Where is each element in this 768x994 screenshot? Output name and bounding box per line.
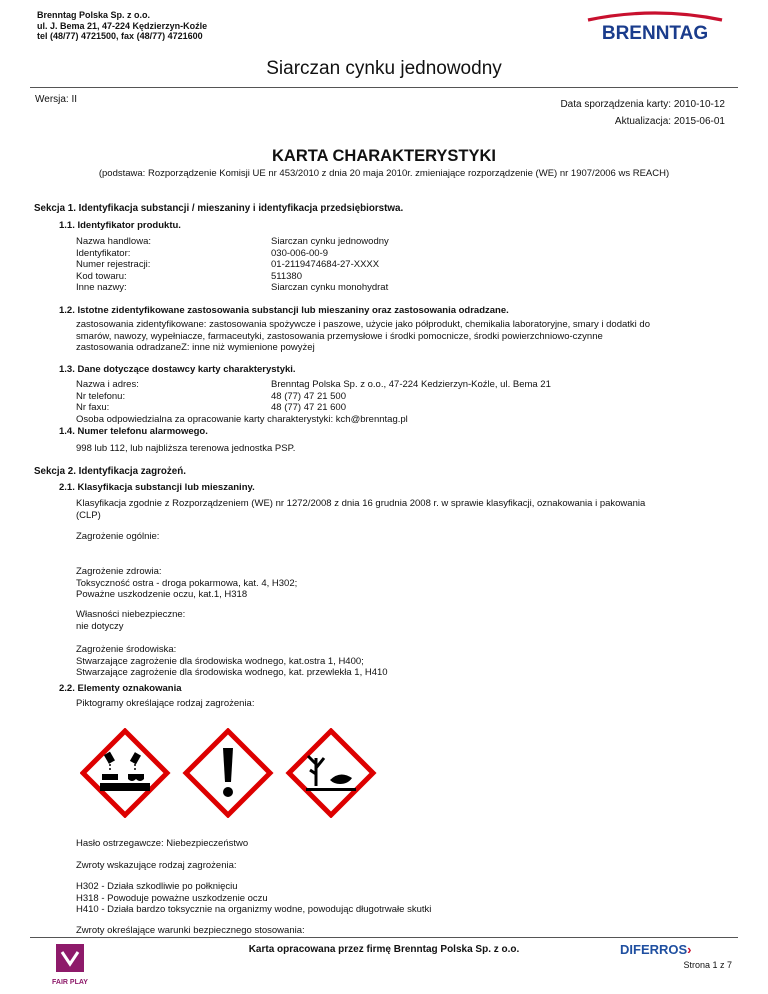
- diferros-logo: [620, 942, 692, 957]
- section-2-1-title: 2.1. Klasyfikacja substancji lub mieszaniny.: [59, 482, 255, 493]
- contact-person: Osoba odpowiedzialna za opracowanie karty charakterystyki: kch@brenntag.pl: [76, 414, 408, 425]
- field-label: Inne nazwy:: [76, 282, 127, 294]
- field-value: Siarczan cynku jednowodny: [271, 236, 389, 247]
- field-value: 48 (77) 47 21 500: [271, 390, 347, 402]
- pictograms-label: Piktogramy określające rodzaj zagrożenia:: [76, 698, 255, 709]
- field-value: 01-2119474684-27-XXXX: [271, 259, 380, 271]
- product-title: Siarczan cynku jednowodny: [266, 58, 502, 79]
- date-created: Data sporządzenia karty: 2010-10-12: [560, 99, 725, 110]
- physical-hazard: [76, 609, 185, 632]
- section-1-4-title: 1.4. Numer telefonu alarmowego.: [59, 426, 208, 437]
- section-2-title: Sekcja 2. Identyfikacja zagrożeń.: [34, 466, 186, 477]
- uses-line: zastosowania odradzaneZ: inne niż wymienione powyżej: [76, 342, 315, 354]
- brenntag-logo-text: BRENNTAG: [601, 23, 709, 44]
- field-value: 511380: [271, 270, 302, 282]
- field-label: Nr faxu:: [76, 402, 110, 414]
- env-line: Stwarzające zagrożenie dla środowiska wodnego, kat. przewlekła 1, H410: [76, 667, 388, 679]
- general-hazard: Zagrożenie ogólnie:: [76, 531, 160, 542]
- field-label: Nazwa i adres:: [76, 379, 139, 390]
- field-value: 48 (77) 47 21 600: [271, 402, 347, 414]
- signal-word: Hasło ostrzegawcze: Niebezpieczeństwo: [76, 838, 249, 849]
- hazard-statement: H410 - Działa bardzo toksycznie na organizmy wodne, powodując długotrwałe skutki: [76, 904, 432, 916]
- classification-line: Klasyfikacja zgodnie z Rozporządzeniem (WE) nr 1272/2008 z dnia 16 grudnia 2008 r. w sprawie klasyfikacji, oznakowania i pakowania: [76, 498, 646, 509]
- fair-play-text: FAIR PLAY: [52, 979, 88, 986]
- hazard-statements-label: Zwroty wskazujące rodzaj zagrożenia:: [76, 860, 237, 871]
- company-street: ul. J. Bema 21, 47-224 Kędzierzyn-Koźle: [37, 20, 208, 31]
- field-label: Kod towaru:: [76, 270, 127, 282]
- company-name: Brenntag Polska Sp. z o.o.: [37, 10, 151, 20]
- section-2-2-title: 2.2. Elementy oznakowania: [59, 683, 182, 694]
- env-title: Zagrożenie środowiska:: [76, 644, 177, 655]
- field-label: Nr telefonu:: [76, 390, 126, 402]
- phys-value: nie dotyczy: [76, 620, 124, 632]
- section-1-3-title: 1.3. Dane dotyczące dostawcy karty charakterystyki.: [59, 364, 296, 375]
- hazard-statement: H302 - Działa szkodliwie po połknięciu: [76, 881, 238, 892]
- page-number: Strona 1 z 7: [683, 960, 732, 970]
- document-title: KARTA CHARAKTERYSTYKI: [272, 147, 496, 165]
- uses-line: smarów, nawozy, wypełniacze, farmaceutyki, zastosowania przemysłowe i środki pomocnicze, środki powierzchniowo-czynne: [76, 330, 603, 342]
- footer-text: Karta opracowana przez firmę Brenntag Polska Sp. z o.o.: [248, 944, 520, 955]
- hazard-statement: H318 - Powoduje poważne uszkodzenie oczu: [76, 892, 268, 904]
- environment-hazard: [76, 644, 388, 679]
- health-title: Zagrożenie zdrowia:: [76, 566, 162, 577]
- field-label: Identyfikator:: [76, 247, 131, 259]
- brenntag-logo: [580, 10, 730, 44]
- env-line: Stwarzające zagrożenie dla środowiska wodnego, kat.ostra 1, H400;: [76, 655, 364, 667]
- chevron-right-icon: ›: [687, 942, 692, 957]
- section-1-title: Sekcja 1. Identyfikacja substancji / mieszaniny i identyfikacja przedsiębiorstwa.: [34, 203, 404, 214]
- legal-basis: (podstawa: Rozporządzenie Komisji UE nr 453/2010 z dnia 20 maja 2010r. zmieniające rozporządzenie (WE) nr 1907/2006 ws REACH): [98, 168, 670, 179]
- date-updated: Aktualizacja: 2015-06-01: [614, 116, 725, 127]
- field-value: Brenntag Polska Sp. z o.o., 47-224 Kedzierzyn-Koźle, ul. Bema 21: [271, 379, 551, 390]
- hazard-statements: [76, 881, 431, 916]
- field-value: Siarczan cynku monohydrat: [271, 282, 389, 294]
- pictograms-row: [80, 728, 380, 818]
- classification-line: (CLP): [76, 509, 101, 521]
- phys-title: Własności niebezpieczne:: [76, 609, 186, 620]
- header-divider: [30, 87, 738, 88]
- exclamation-pictogram-icon: [186, 731, 270, 815]
- precaution-label: Zwroty określające warunki bezpiecznego stosowania:: [76, 925, 305, 936]
- emergency-number: 998 lub 112, lub najbliższa terenowa jednostka PSP.: [76, 443, 296, 454]
- section-1-1-title: 1.1. Identyfikator produktu.: [59, 220, 181, 231]
- field-label: Numer rejestracji:: [76, 259, 151, 271]
- supplier-fields: [76, 379, 551, 414]
- classification-text: [76, 498, 736, 521]
- footer-divider: [30, 937, 738, 938]
- uses-line: zastosowania zidentyfikowane: zastosowania spożywcze i paszowe, użycie jako półprodukt, chemikalia laboratoryjne, smary i dodatki do: [76, 319, 650, 330]
- field-value: 030-006-00-9: [271, 247, 329, 259]
- health-hazard: [76, 566, 297, 601]
- health-line: Toksyczność ostra - droga pokarmowa, kat. 4, H302;: [76, 577, 298, 589]
- corrosion-pictogram-icon: [83, 731, 167, 815]
- field-label: Nazwa handlowa:: [76, 236, 151, 247]
- diferros-text: DIFERROS: [620, 942, 688, 957]
- section-1-2-title: 1.2. Istotne zidentyfikowane zastosowania substancji lub mieszaniny oraz zastosowania odradzane.: [59, 305, 509, 316]
- product-fields: [76, 236, 389, 294]
- health-line: Poważne uszkodzenie oczu, kat.1, H318: [76, 589, 248, 601]
- environment-pictogram-icon: [289, 731, 373, 815]
- uses-text: [76, 319, 736, 354]
- company-phone: tel (48/77) 4721500, fax (48/77) 4721600: [37, 31, 203, 41]
- version-label: Wersja: II: [35, 94, 78, 105]
- dates-block: [560, 96, 725, 130]
- company-address: [37, 10, 207, 42]
